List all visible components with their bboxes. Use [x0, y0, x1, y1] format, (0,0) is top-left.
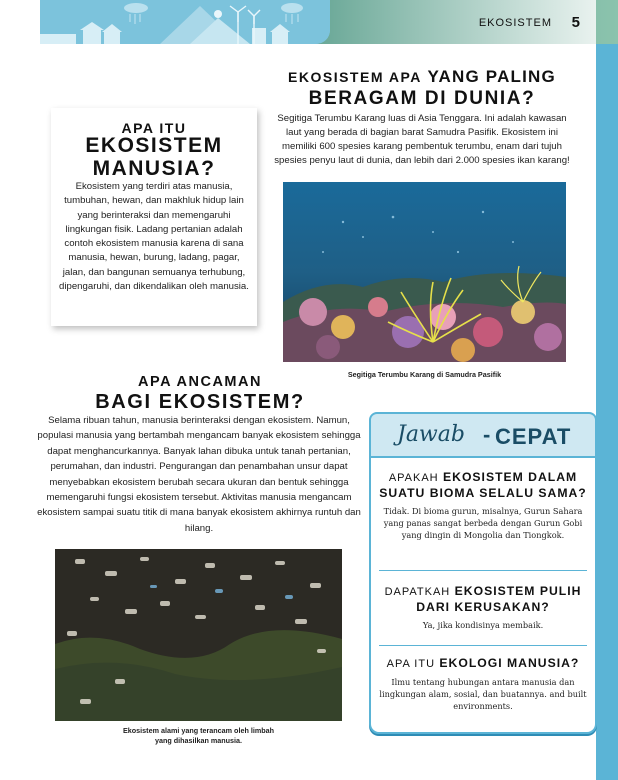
beragam-heading-line2: BERAGAM DI DUNIA?	[308, 88, 536, 109]
beragam-heading-big: YANG PALING	[427, 67, 556, 86]
jawab-cepat-dash: -	[483, 422, 491, 447]
ekosistem-manusia-box	[51, 108, 257, 326]
qa-divider	[379, 645, 587, 646]
top-banner-fade	[320, 0, 596, 44]
coral-reef-photo	[283, 182, 566, 362]
city-skyline-illustration	[40, 0, 330, 44]
qa-question-small: APA ITU	[386, 658, 436, 670]
qa-question-big: EKOSISTEM DALAM SUATU BIOMA SELALU SAMA?	[379, 470, 587, 500]
jawab-cepat-header	[369, 412, 597, 458]
qa-answer: Ya, jika kondisinya membaik.	[422, 620, 544, 630]
beragam-heading-small: EKOSISTEM APA	[288, 69, 422, 85]
ancaman-heading-line1: APA ANCAMAN	[138, 374, 262, 390]
qa-question-big: EKOLOGI MANUSIA?	[439, 656, 580, 670]
qa-item	[373, 656, 593, 713]
section-label: EKOSISTEM	[478, 17, 552, 29]
qa-question	[373, 470, 593, 501]
page-number: 5	[571, 14, 580, 31]
qa-answer: Tidak. Di bioma gurun, misalnya, Gurun Sahara yang panas sangat berbeda dengan Gurun Gobi yang dingin di Mongolia dan Tiongkok.	[383, 506, 583, 541]
jawab-cepat-script: Jawab	[397, 422, 465, 447]
jawab-cepat-panel	[369, 412, 597, 734]
box-title-line2: EKOSISTEM	[85, 134, 223, 157]
right-accent-band	[596, 0, 618, 780]
pollution-caption-line2: yang dihasilkan manusia.	[154, 736, 243, 745]
beragam-heading	[272, 66, 572, 110]
pollution-caption	[55, 726, 342, 746]
beragam-body: Segitiga Terumbu Karang luas di Asia Tenggara. Ini adalah kawasan laut yang berada di bagian barat Samudra Pasifik. Ekosistem ini memiliki 600 spesies karang pembentuk terumbu, enam dari tujuh spesies penyu laut di dunia, dan lebih dari 2.000 spesies ikan karang!	[274, 113, 570, 166]
polluted-water-photo	[55, 549, 342, 721]
box-title-line1: APA ITU	[121, 120, 187, 136]
qa-item	[373, 470, 593, 542]
qa-question-small: APAKAH	[388, 472, 439, 484]
qa-answer: Ilmu tentang hubungan antara manusia dan lingkungan alam, sosial, dan buatannya. and built environments.	[379, 677, 587, 712]
ancaman-heading	[40, 373, 360, 413]
qa-question	[373, 584, 593, 615]
ancaman-body: Selama ribuan tahun, manusia berinteraksi dengan ekosistem. Namun, populasi manusia yang bertambah mengancam banyak ekosistem sehingga dapat menghancurkannya. Banyak lahan dibuka untuk tanah pertanian, perumahan, dan industri. Pengurangan dan penambahan unsur dapat menyebabkan ekosistem berubah secara ukuran dan bentuk sehingga memengaruhi fungsi ekosistem tersebut. Aktivitas manusia mengancam ekosistem sampai suatu titik di mana banyak ekosistem akhirnya runtuh dan hilang.	[37, 415, 361, 534]
box-title-line3: MANUSIA?	[92, 157, 216, 180]
pollution-caption-line1: Ekosistem alami yang terancam oleh limbah	[123, 726, 274, 735]
box-body: Ekosistem yang terdiri atas manusia, tumbuhan, hewan, dan makhluk hidup lain yang berinteraksi dan memengaruhi lingkungan fisik. Ladang pertanian adalah contoh ekosistem manusia karena di sana manusia, hewan, burung, ladang, pagar, jalan, dan bangunan semuanya terhubung, dipengaruhi, dan dikendalikan oleh manusia.	[59, 181, 249, 293]
qa-item	[373, 584, 593, 631]
qa-question-small: DAPATKAH	[384, 586, 451, 598]
sun-icon	[214, 10, 222, 18]
qa-question	[373, 656, 593, 672]
jawab-cepat-bold: CEPAT	[495, 424, 572, 449]
ancaman-heading-line2: BAGI EKOSISTEM?	[95, 391, 305, 413]
qa-divider	[379, 570, 587, 571]
qa-question-big: EKOSISTEM PULIH DARI KERUSAKAN?	[416, 584, 582, 614]
coral-reef-caption: Segitiga Terumbu Karang di Samudra Pasifik	[347, 370, 502, 379]
